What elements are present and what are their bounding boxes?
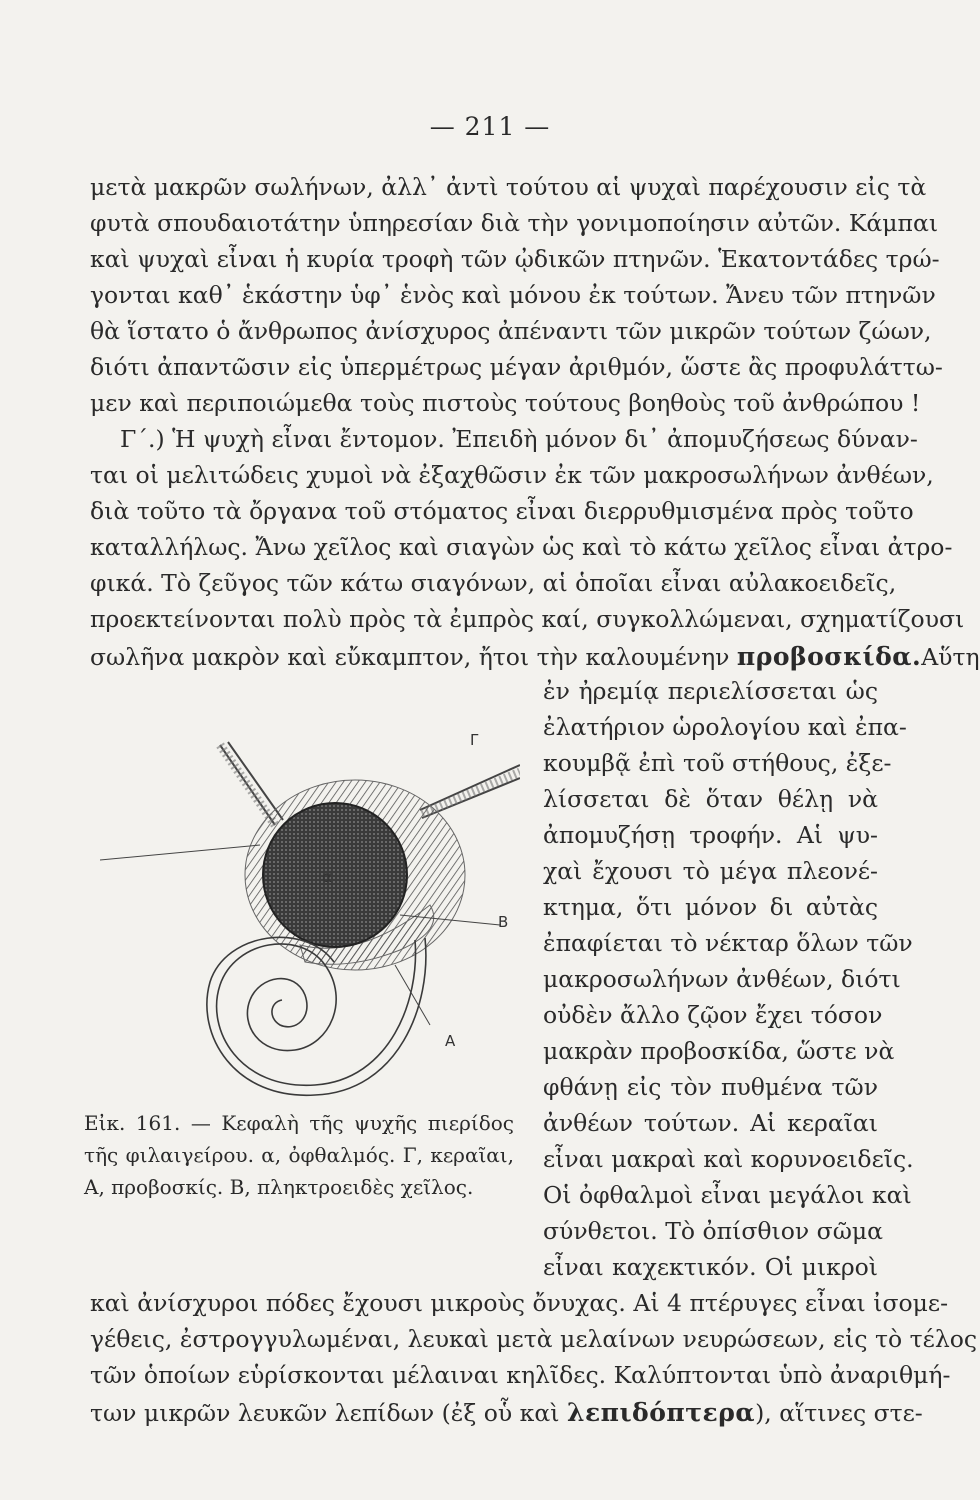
- figure-caption: Εἰκ. 161. — Κεφαλὴ τῆς ψυχῆς πιερίδος τῆς φιλαιγείρου. α, ὀφθαλμός. Γ, κεραῖαι, Α, προβοσκίς. Β, πληκτροειδὲς χεῖλος.: [84, 1111, 514, 1199]
- text-line: τῶν ὁποίων εὑρίσκονται μέλαιναι κηλῖδες. Καλύπτονται ὑπὸ ἀναριθμή-: [90, 1361, 951, 1389]
- text-line: μεν καὶ περιποιώμεθα τοὺς πιστοὺς τούτους βοηθοὺς τοῦ ἀνθρώπου !: [90, 389, 921, 417]
- text-line: σύνθετοι. Τὸ ὀπίσθιον σῶμα: [543, 1217, 883, 1245]
- label-antennae: Γ: [470, 731, 479, 749]
- text-line: κτημα, ὅτι μόνον δι αὐτὰς: [543, 893, 878, 921]
- text-line: Γ΄.) Ἡ ψυχὴ εἶναι ἔντομον. Ἐπειδὴ μόνον δι᾽ ἀπομυζήσεως δύναν-: [120, 425, 918, 453]
- text-line: Οἱ ὀφθαλμοὶ εἶναι μεγάλοι καὶ: [543, 1181, 912, 1209]
- text-line: διὰ τοῦτο τὰ ὄργανα τοῦ στόματος εἶναι διερρυθμισμένα πρὸς τοῦτο: [90, 497, 914, 525]
- line-text: των μικρῶν λευκῶν λεπίδων (ἐξ οὗ καὶ: [90, 1399, 560, 1427]
- line-text: ), αἵτινες στε-: [755, 1399, 923, 1427]
- text-line: οὐδὲν ἄλλο ζῷον ἔχει τόσον: [543, 1001, 883, 1029]
- text-line: ἀπομυζήσῃ τροφήν. Αἱ ψυ-: [543, 821, 878, 849]
- text-line: ἐν ἠρεμίᾳ περιελίσσεται ὡς: [543, 677, 878, 705]
- text-line: φθάνῃ εἰς τὸν πυθμένα τῶν: [543, 1073, 878, 1101]
- text-line: κουμβᾷ ἐπὶ τοῦ στήθους, ἐξε-: [543, 749, 892, 777]
- term-lepidoptera: λεπιδόπτερα: [566, 1398, 756, 1427]
- eye-drawing: [263, 803, 407, 947]
- label-lip: Β: [498, 913, 509, 931]
- text-line: ται οἱ μελιτώδεις χυμοὶ νὰ ἐξαχθῶσιν ἐκ τῶν μακροσωλήνων ἀνθέων,: [90, 461, 934, 489]
- label-eye: α: [322, 868, 332, 886]
- text-line: χαὶ ἔχουσι τὸ μέγα πλεονέ-: [543, 857, 878, 885]
- text-line: μετὰ μακρῶν σωλήνων, ἀλλ᾽ ἀντὶ τούτου αἱ ψυχαὶ παρέχουσιν εἰς τὰ: [90, 173, 927, 201]
- text-line: καὶ ἀνίσχυροι πόδες ἔχουσι μικροὺς ὄνυχας. Αἱ 4 πτέρυγες εἶναι ἰσομε-: [90, 1289, 949, 1317]
- text-line: φικά. Τὸ ζεῦγος τῶν κάτω σιαγόνων, αἱ ὁποῖαι εἶναι αὐλακοειδεῖς,: [90, 569, 897, 597]
- term-proboscis: προβοσκίδα.: [736, 642, 922, 671]
- text-line: θὰ ἵστατο ὁ ἄνθρωπος ἀνίσχυρος ἀπέναντι τῶν μικρῶν τούτων ζώων,: [90, 317, 932, 345]
- text-line: διότι ἀπαντῶσιν εἰς ὑπερμέτρως μέγαν ἀριθμόν, ὥστε ἂς προφυλάττω-: [90, 353, 943, 381]
- text-line: εἶναι καχεκτικόν. Οἱ μικροὶ: [543, 1253, 878, 1281]
- line-text: σωλῆνα μακρὸν καὶ εὔκαμπτον, ἤτοι τὴν καλουμένην: [90, 643, 730, 671]
- text-line: ἐπαφίεται τὸ νέκταρ ὅλων τῶν: [543, 929, 913, 957]
- page-number: — 211 —: [429, 112, 551, 141]
- text-line: καὶ ψυχαὶ εἶναι ἡ κυρία τροφὴ τῶν ᾠδικῶν πτηνῶν. Ἑκατοντάδες τρώ-: [90, 245, 940, 273]
- text-line: φυτὰ σπουδαιοτάτην ὑπηρεσίαν διὰ τὴν γονιμοποίησιν αὐτῶν. Κάμπαι: [90, 209, 939, 237]
- line-text: Αὕτη: [921, 643, 980, 671]
- text-line: γέθεις, ἐστρογγυλωμέναι, λευκαὶ μετὰ μελαίνων νευρώσεων, εἰς τὸ τέλος: [90, 1325, 978, 1353]
- label-proboscis: Α: [445, 1032, 456, 1050]
- text-line: προεκτείνονται πολὺ πρὸς τὰ ἐμπρὸς καί, συγκολλώμεναι, σχηματίζουσι: [90, 605, 965, 633]
- text-line: [90, 1398, 923, 1427]
- text-line: μακρὰν προβοσκίδα, ὥστε νὰ: [543, 1037, 895, 1065]
- text-line: ἀνθέων τούτων. Αἱ κεραῖαι: [543, 1109, 878, 1137]
- text-line: εἶναι μακραὶ καὶ κορυνοειδεῖς.: [543, 1145, 914, 1173]
- figure-butterfly-head: [100, 700, 520, 1100]
- text-line: λίσσεται δὲ ὅταν θέλῃ νὰ: [543, 785, 878, 813]
- text-line: [90, 642, 980, 671]
- text-line: ἐλατήριον ὡρολογίου καὶ ἐπα-: [543, 713, 907, 741]
- text-line: καταλλήλως. Ἄνω χεῖλος καὶ σιαγὼν ὡς καὶ τὸ κάτω χεῖλος εἶναι ἀτρο-: [90, 533, 953, 561]
- text-line: γονται καθ᾽ ἑκάστην ὑφ᾽ ἑνὸς καὶ μόνου ἐκ τούτων. Ἄνευ τῶν πτηνῶν: [90, 281, 936, 309]
- text-line: μακροσωλήνων ἀνθέων, διότι: [543, 965, 901, 993]
